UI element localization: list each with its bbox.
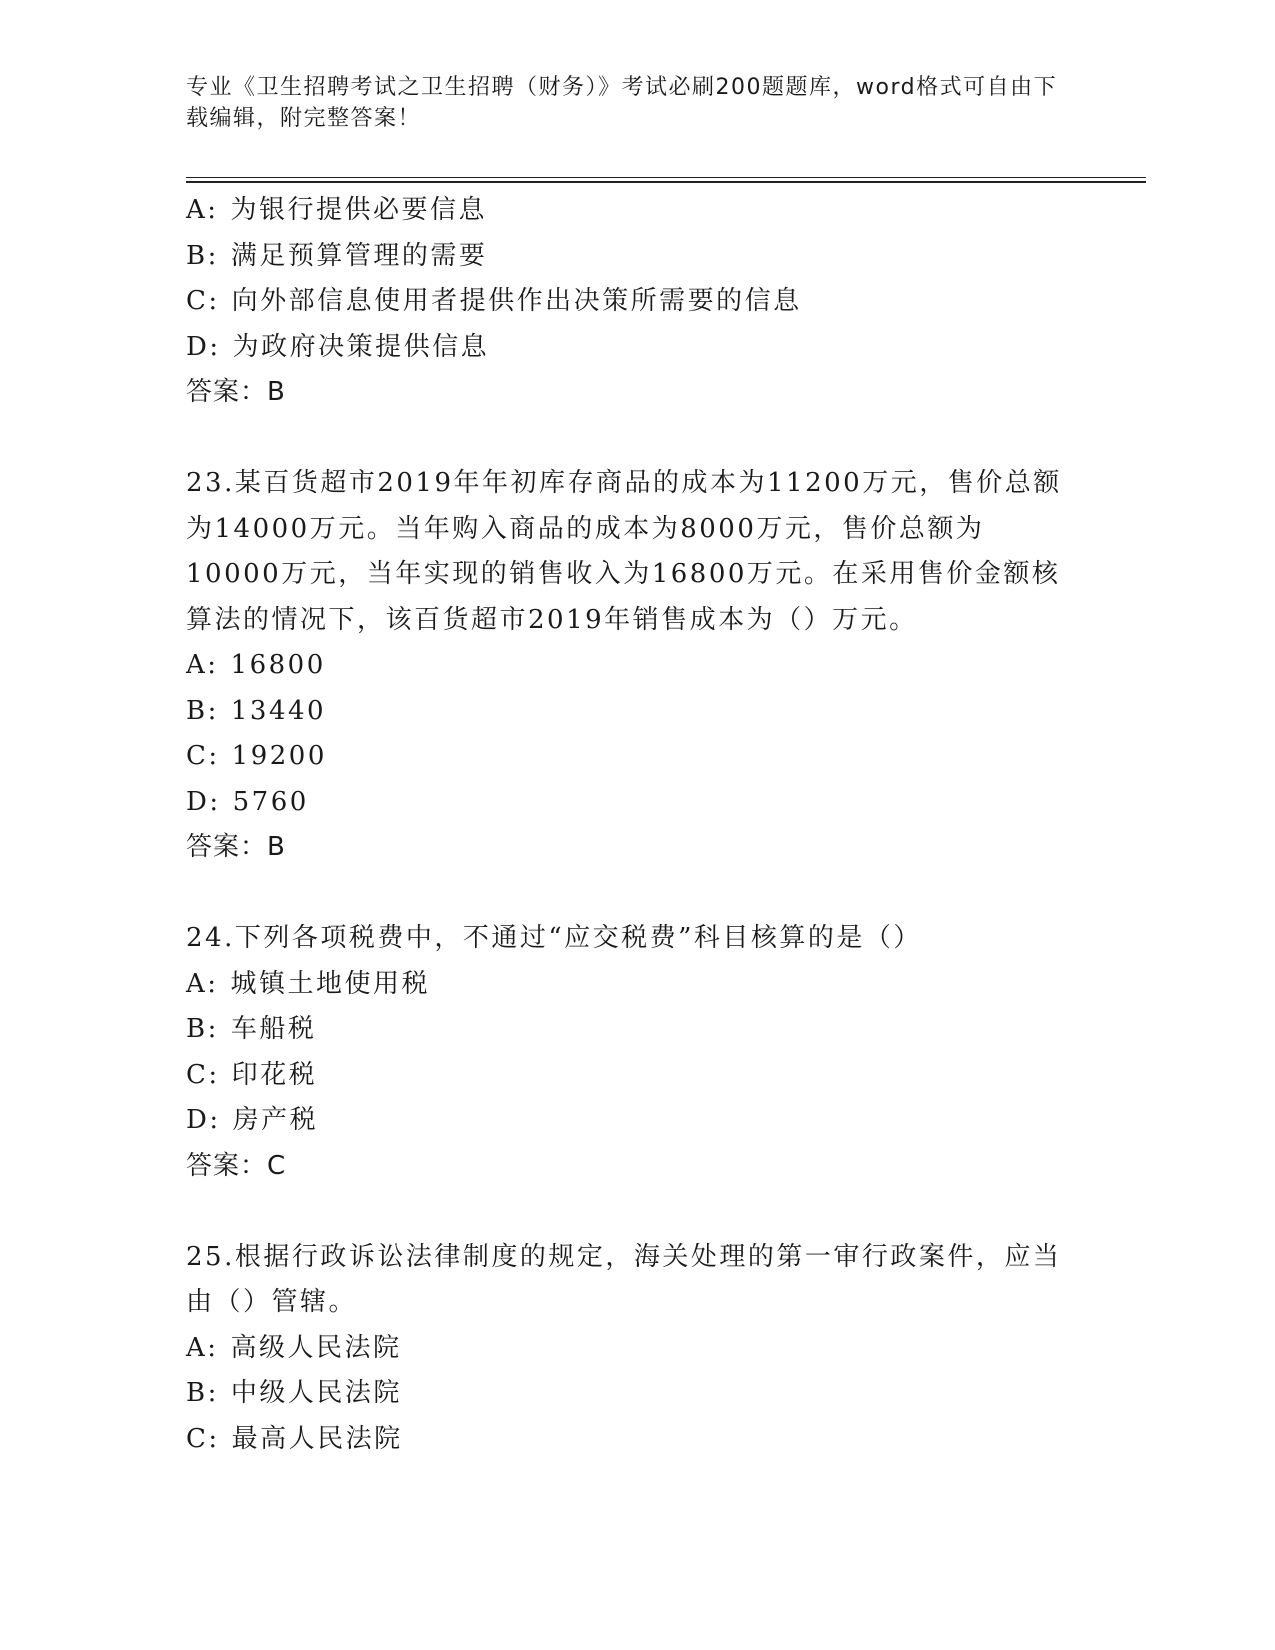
option-label: C: bbox=[186, 1059, 220, 1090]
option-label: B: bbox=[186, 1014, 219, 1044]
option-a bbox=[186, 962, 1076, 1008]
question-23 bbox=[186, 461, 1076, 871]
option-label: B: bbox=[186, 695, 219, 726]
option-c bbox=[186, 1053, 1076, 1099]
option-b bbox=[186, 234, 1076, 280]
option-b bbox=[186, 689, 1076, 735]
question-22 bbox=[186, 188, 1076, 416]
option-d bbox=[186, 1098, 1076, 1144]
option-label: A: bbox=[186, 1332, 219, 1363]
option-label: B: bbox=[186, 1378, 219, 1408]
option-text: 高级人民法院 bbox=[230, 1332, 402, 1363]
option-c bbox=[186, 1417, 1076, 1463]
spacer bbox=[186, 416, 1076, 462]
document-header: 专业《卫生招聘考试之卫生招聘（财务）》考试必刷200题题库，word格式可自由下载编辑，附完整答案！ bbox=[186, 75, 1058, 131]
option-text: 19200 bbox=[231, 741, 327, 771]
option-b bbox=[186, 1371, 1076, 1417]
option-text: 满足预算管理的需要 bbox=[230, 240, 488, 271]
spacer bbox=[186, 871, 1076, 917]
option-c bbox=[186, 734, 1076, 780]
option-text: 房产税 bbox=[232, 1105, 319, 1135]
option-text: 向外部信息使用者提供作出决策所需要的信息 bbox=[231, 286, 802, 316]
answer-line: 答案：B bbox=[186, 377, 286, 407]
option-label: C: bbox=[186, 1423, 220, 1454]
question-text: 24.下列各项税费中，不通过“应交税费”科目核算的是（） bbox=[186, 923, 922, 953]
answer-line: 答案：B bbox=[186, 832, 286, 862]
option-text: 为银行提供必要信息 bbox=[230, 195, 488, 225]
option-text: 为政府决策提供信息 bbox=[232, 331, 490, 362]
question-text: 25.根据行政诉讼法律制度的规定，海关处理的第一审行政案件，应当由（）管辖。 bbox=[186, 1241, 1062, 1317]
option-text: 5760 bbox=[232, 786, 309, 817]
option-label: D: bbox=[186, 1105, 221, 1135]
option-d bbox=[186, 780, 1076, 826]
option-b bbox=[186, 1007, 1076, 1053]
spacer bbox=[186, 1189, 1076, 1235]
option-label: A: bbox=[186, 968, 219, 999]
option-label: B: bbox=[186, 240, 219, 271]
answer-line: 答案：C bbox=[186, 1150, 287, 1181]
option-label: C: bbox=[186, 286, 220, 316]
question-24 bbox=[186, 916, 1076, 1189]
header-divider-thick bbox=[186, 181, 1146, 183]
option-text: 16800 bbox=[230, 650, 326, 680]
option-text: 13440 bbox=[230, 695, 327, 726]
option-label: D: bbox=[186, 786, 221, 817]
option-c bbox=[186, 279, 1076, 325]
option-text: 中级人民法院 bbox=[230, 1378, 402, 1408]
question-25 bbox=[186, 1235, 1076, 1463]
option-label: D: bbox=[186, 331, 221, 362]
option-text: 车船税 bbox=[230, 1014, 317, 1044]
header-divider-thin bbox=[186, 177, 1146, 178]
question-list bbox=[186, 188, 1076, 1462]
option-d bbox=[186, 325, 1076, 371]
option-label: C: bbox=[186, 741, 220, 771]
option-a bbox=[186, 643, 1076, 689]
option-text: 印花税 bbox=[231, 1059, 318, 1090]
option-text: 城镇土地使用税 bbox=[230, 968, 431, 999]
option-text: 最高人民法院 bbox=[231, 1423, 403, 1454]
option-a bbox=[186, 188, 1076, 234]
option-label: A: bbox=[186, 650, 219, 680]
option-a bbox=[186, 1326, 1076, 1372]
question-text: 23.某百货超市2019年年初库存商品的成本为11200万元，售价总额为14000万元。当年购入商品的成本为8000万元，售价总额为10000万元，当年实现的销售收入为16800万元。在采用售价金额核算法的情况下，该百货超市2019年销售成本为（）万元。 bbox=[186, 468, 1062, 635]
option-label: A: bbox=[186, 195, 219, 225]
